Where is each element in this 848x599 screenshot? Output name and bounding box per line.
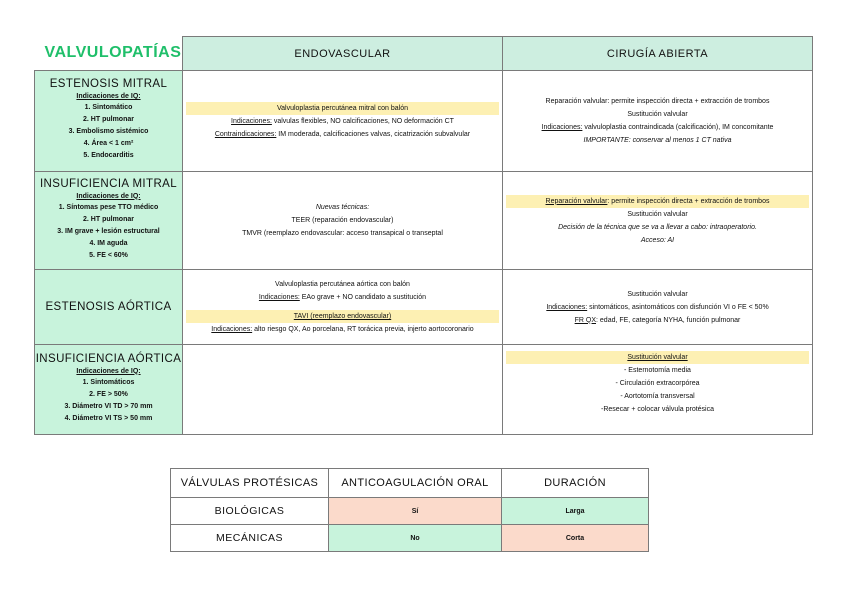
row-label-biologicas: BIOLÓGICAS — [171, 498, 329, 525]
row-label-estenosis-aortica — [35, 270, 183, 345]
text-line: Valvuloplastia percutánea aórtica con balón — [275, 281, 410, 288]
highlight-reparacion-valvular — [506, 195, 809, 208]
frqx-label: FR QX — [574, 316, 597, 324]
list-item: 1. Sintomático — [84, 104, 133, 111]
frqx-text: : edad, FE, categoría NYHA, función pulmonar — [596, 316, 741, 324]
list-item: 3. IM grave + lesión estructural — [57, 227, 160, 235]
column-header-duracion: DURACIÓN — [502, 469, 649, 498]
list-item: 4. IM aguda — [89, 239, 128, 247]
highlight-label: Reparación valvular — [545, 197, 608, 205]
list-item: -Resecar + colocar válvula protésica — [600, 406, 715, 413]
row-title: INSUFICIENCIA MITRAL — [39, 177, 178, 190]
indications-heading: Indicaciones de IQ: — [76, 192, 141, 200]
cirugia-cell-estenosis-aortica — [503, 270, 813, 345]
column-header-anticoagulacion: ANTICOAGULACIÓN ORAL — [329, 469, 502, 498]
protesicas-title: VÁLVULAS PROTÉSICAS — [171, 469, 329, 498]
page-title: VALVULOPATÍAS — [44, 44, 182, 62]
access-note: Acceso: AI — [640, 236, 675, 244]
list-item: 2. HT pulmonar — [83, 116, 134, 123]
list-item: 4. Diámetro VI TS > 50 mm — [64, 414, 153, 422]
valvulopatias-table — [34, 36, 813, 435]
list-item: 5. Endocarditis — [83, 152, 134, 159]
highlight-valvuloplastia-mitral: Valvuloplastia percutánea mitral con balón — [186, 102, 499, 115]
endovascular-cell-estenosis-mitral — [183, 71, 503, 172]
row-label-insuficiencia-mitral — [35, 172, 183, 270]
important-note: IMPORTANTE: conservar al menos 1 CT nativa — [583, 137, 732, 144]
list-item: 5. FE < 60% — [89, 251, 128, 259]
list-item: 3. Diámetro VI TD > 70 mm — [64, 402, 153, 410]
indications-label: Indicaciones: — [211, 326, 253, 333]
anticoagulacion-value: Sí — [329, 498, 502, 525]
contraindications-text: IM moderada, calcificaciones valvas, cicatrización subvalvular — [276, 130, 471, 138]
indications-text: EAo grave + NO candidato a sustitución — [299, 294, 427, 301]
list-item: 2. HT pulmonar — [83, 215, 134, 223]
table-row — [171, 498, 649, 525]
list-item: - Aortotomía transversal — [620, 393, 695, 400]
cirugia-cell-estenosis-mitral — [503, 71, 813, 172]
endovascular-cell-insuficiencia-mitral — [183, 172, 503, 270]
text-line: Reparación valvular: permite inspección directa + extracción de trombos — [545, 98, 770, 105]
indications-label: Indicaciones: — [258, 294, 300, 301]
new-techniques-heading: Nuevas técnicas: — [315, 204, 370, 211]
list-item: 1. Sintomáticos — [82, 378, 135, 386]
duracion-value: Larga — [502, 498, 649, 525]
list-item: - Esternotomía media — [624, 367, 691, 374]
indications-text: valvuloplastia contraindicada (calcificación), IM concomitante — [582, 124, 774, 131]
valvulas-protesicas-table — [170, 468, 649, 552]
highlight-tavi: TAVI (reemplazo endovascular) — [186, 310, 499, 323]
row-title: INSUFICIENCIA AÓRTICA — [35, 352, 182, 365]
indications-heading: Indicaciones de IQ: — [76, 93, 141, 100]
indications-heading: Indicaciones de IQ: — [76, 367, 141, 375]
indications-text: valvulas flexibles, NO calcificaciones, NO deformación CT — [271, 117, 454, 125]
row-label-estenosis-mitral — [35, 71, 183, 172]
duracion-value: Corta — [502, 525, 649, 552]
row-label-insuficiencia-aortica — [35, 345, 183, 435]
decision-note: Decisión de la técnica que se va a llevar a cabo: intraoperatorio. — [558, 223, 757, 231]
highlight-text: : permite inspección directa + extracción de trombos — [607, 197, 770, 205]
indications-label: Indicaciones: — [541, 124, 583, 131]
indications-label: Indicaciones: — [546, 303, 588, 311]
cirugia-cell-insuficiencia-aortica — [503, 345, 813, 435]
text-line: Sustitución valvular — [627, 290, 688, 298]
indications-text: alto riesgo QX, Ao porcelana, RT torácica previa, injerto aortocoronario — [252, 326, 474, 333]
indications-label: Indicaciones: — [231, 117, 272, 125]
contraindications-label: Contraindicaciones: — [214, 130, 277, 138]
row-title: ESTENOSIS MITRAL — [49, 78, 168, 90]
table-row — [35, 71, 813, 172]
list-item: 4. Área < 1 cm² — [83, 140, 134, 147]
text-line: TMVR (reemplazo endovascular: acceso transapical o transeptal — [242, 230, 443, 237]
row-label-mecanicas: MECÁNICAS — [171, 525, 329, 552]
highlight-sustitucion-valvular: Sustitución valvular — [506, 351, 809, 364]
table-row — [171, 525, 649, 552]
table-row — [35, 270, 813, 345]
table-title-cell — [35, 37, 183, 71]
cirugia-cell-insuficiencia-mitral — [503, 172, 813, 270]
list-item: 2. FE > 50% — [89, 390, 128, 398]
column-header-cirugia: CIRUGÍA ABIERTA — [503, 37, 813, 71]
table-row — [35, 172, 813, 270]
list-item: 1. Síntomas pese TTO médico — [58, 203, 159, 211]
list-item: 3. Embolismo sistémico — [68, 128, 149, 135]
text-line: TEER (reparación endovascular) — [291, 217, 394, 224]
text-line: Sustitución valvular — [627, 111, 688, 118]
anticoagulacion-value: No — [329, 525, 502, 552]
table-row — [35, 345, 813, 435]
row-title: ESTENOSIS AÓRTICA — [45, 301, 172, 313]
indications-text: sintomáticos, asintomáticos con disfunción VI o FE < 50% — [587, 303, 769, 311]
endovascular-cell-insuficiencia-aortica — [183, 345, 503, 435]
text-line: Sustitución valvular — [627, 210, 688, 218]
column-header-endovascular: ENDOVASCULAR — [183, 37, 503, 71]
endovascular-cell-estenosis-aortica — [183, 270, 503, 345]
list-item: - Circulación extracorpórea — [615, 380, 700, 387]
